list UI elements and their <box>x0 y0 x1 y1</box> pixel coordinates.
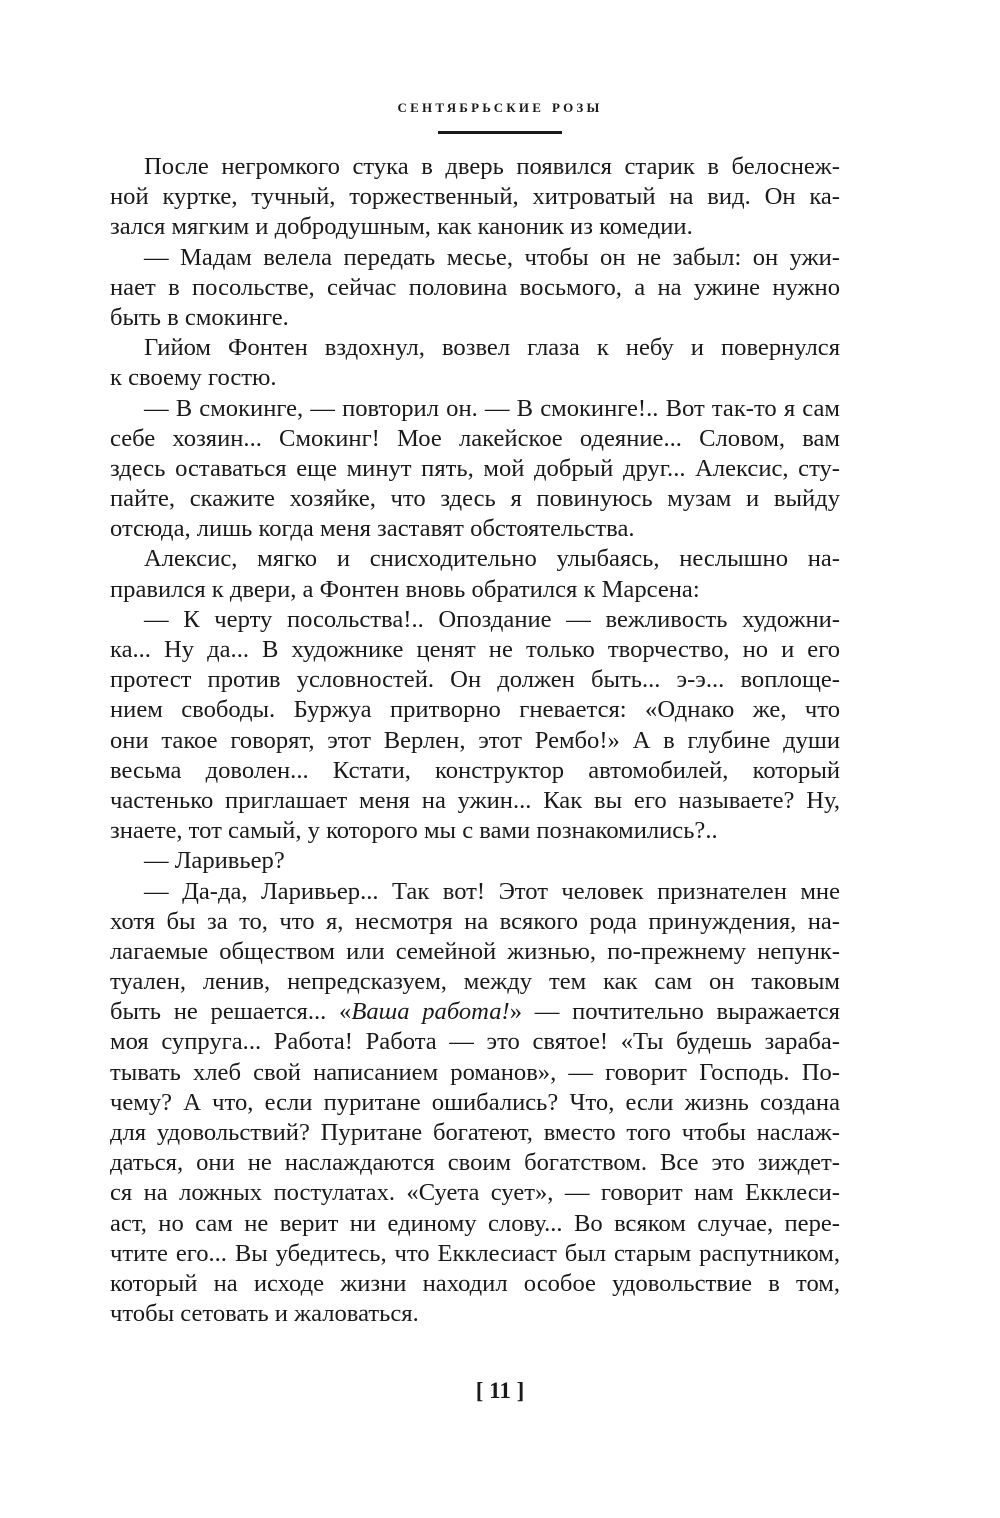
text-line: ся на ложных постулатах. «Суета сует», — говорит нам Екклеси- <box>110 1179 840 1207</box>
text-line: зался мягким и добродушным, как каноник из комедии. <box>110 213 693 241</box>
text-line: частенько приглашает меня на ужин... Как вы его называете? Ну, <box>110 786 840 814</box>
text-line: чтобы сетовать и жаловаться. <box>110 1300 419 1328</box>
text-line: тывать хлеб свой написанием романов», — говорит Господь. По- <box>110 1058 840 1086</box>
text-line: — В смокинге, — повторил он. — В смокинге!.. Вот так-то я сам <box>144 394 840 422</box>
body-text <box>110 152 840 1329</box>
text-line: Гийом Фонтен вздохнул, возвел глаза к небу и повернулся <box>144 334 840 362</box>
text-line: — К черту посольства!.. Опоздание — вежливость художни- <box>144 605 840 633</box>
text-line: нает в посольстве, сейчас половина восьмого, а на ужине нужно <box>110 273 840 301</box>
text-line: туален, ленив, непредсказуем, между тем как сам он таковым <box>110 968 840 996</box>
text-line: хотя бы за то, что я, несмотря на всякого рода принуждения, на- <box>110 907 840 935</box>
text-line: который на исходе жизни находил особое удовольствие в том, <box>110 1269 840 1297</box>
running-head: сентябрьские розы <box>397 96 603 117</box>
running-head-rule <box>438 131 562 134</box>
italic-quote: Ваша работа! <box>351 998 510 1026</box>
text-line: — Да-да, Ларивьер... Так вот! Этот человек признателен мне <box>144 877 840 905</box>
text-line: к своему гостю. <box>110 364 277 392</box>
text-line: пайте, скажите хозяйке, что здесь я повинуюсь музам и выйду <box>110 485 840 513</box>
text-line: аст, но сам не верит ни единому слову... Во всяком случае, пере- <box>110 1209 840 1237</box>
text-line: быть в смокинге. <box>110 303 289 331</box>
text-line: отсюда, лишь когда меня заставят обстоятельства. <box>110 515 635 543</box>
text-line: чему? А что, если пуритане ошибались? Что, если жизнь создана <box>110 1088 840 1116</box>
text-line: быть не решается... «Ваша работа!» — почтительно выражается <box>110 998 840 1026</box>
text-line: лагаемые обществом или семейной жизнью, по-прежнему непунк- <box>110 937 840 965</box>
text-line: протест против условностей. Он должен быть... э-э... воплоще- <box>110 666 840 694</box>
text-line: ка... Ну да... В художнике ценят не только творчество, но и его <box>110 636 840 663</box>
text-line: Алексис, мягко и снисходительно улыбаясь, неслышно на- <box>144 545 840 573</box>
text-line: — Мадам велела передать месье, чтобы он не забыл: он ужи- <box>144 243 840 271</box>
text-line: весьма доволен... Кстати, конструктор автомобилей, который <box>110 756 840 784</box>
text-line: моя супруга... Работа! Работа — это святое! «Ты будешь зараба- <box>110 1028 840 1056</box>
text-line: нием свободы. Буржуа притворно гневается: «Однако же, что <box>110 696 840 724</box>
page-number: [ 11 ] <box>475 1378 525 1403</box>
text-line: они такое говорят, этот Верлен, этот Рембо!» А в глубине души <box>110 726 840 754</box>
text-line: для удовольствий? Пуритане богатеют, вместо того чтобы наслаж- <box>110 1119 840 1146</box>
text-line: знаете, тот самый, у которого мы с вами познакомились?.. <box>110 817 718 845</box>
text-line: себе хозяин... Смокинг! Мое лакейское одеяние... Словом, вам <box>110 424 840 452</box>
text-line: здесь оставаться еще минут пять, мой добрый друг... Алексис, сту- <box>110 454 840 482</box>
text-line: даться, они не наслаждаются своим богатством. Все это зиждет- <box>110 1149 840 1177</box>
text-line: После негромкого стука в дверь появился старик в белоснеж- <box>144 153 840 180</box>
text-line: чтите его... Вы убедитесь, что Екклесиаст был старым распутником, <box>110 1239 840 1267</box>
text-line: правился к двери, а Фонтен вновь обратился к Марсена: <box>110 575 700 603</box>
text-line: — Ларивьер? <box>144 847 285 875</box>
text-line: ной куртке, тучный, торжественный, хитроватый на вид. Он ка- <box>110 183 840 211</box>
